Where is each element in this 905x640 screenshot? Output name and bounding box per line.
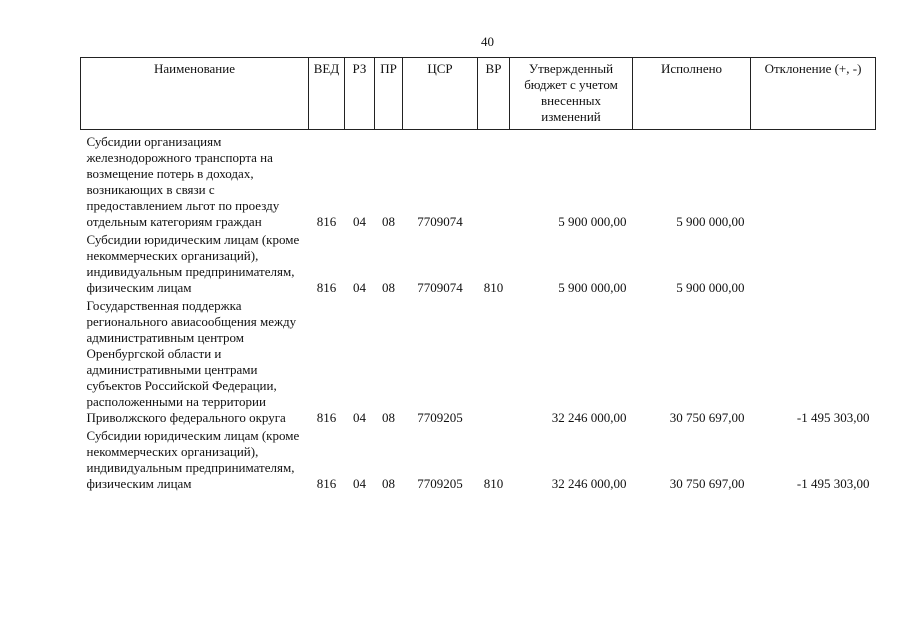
row-name: Субсидии юридическим лицам (кроме некоммерческих организаций), индивидуальным предпринимателям, физическим лицам: [86, 232, 300, 295]
row-csr: 7709205: [417, 410, 463, 425]
row-deviation: [751, 230, 876, 296]
row-rz: 04: [353, 214, 366, 229]
row-executed: 30 750 697,00: [669, 476, 745, 491]
table-header-row: [81, 58, 876, 130]
row-pr: 08: [382, 476, 395, 491]
row-rz: 04: [353, 476, 366, 491]
page-number: 40: [481, 34, 494, 49]
row-approved: 32 246 000,00: [551, 476, 627, 491]
budget-table-container: [80, 57, 875, 492]
header-ved: ВЕД: [309, 58, 345, 130]
row-csr: 7709074: [417, 280, 463, 295]
row-approved: 5 900 000,00: [558, 214, 627, 229]
row-ved: 816: [316, 410, 337, 425]
header-name: Наименование: [81, 58, 309, 130]
row-csr: 7709074: [417, 214, 463, 229]
header-approved: Утвержденный бюджет с учетом внесенных изменений: [510, 58, 633, 130]
header-csr: ЦСР: [403, 58, 478, 130]
table-row: [81, 130, 876, 231]
row-pr: 08: [382, 410, 395, 425]
row-rz: 04: [353, 410, 366, 425]
row-name: Субсидии организациям железнодорожного транспорта на возмещение потерь в доходах, возникающих в связи с предоставлением льгот по проезду отдельным категориям граждан: [86, 134, 280, 229]
table-row: [81, 426, 876, 492]
row-executed: 5 900 000,00: [676, 280, 745, 295]
row-ved: 816: [316, 280, 337, 295]
row-deviation: -1 495 303,00: [796, 410, 870, 425]
row-vr: [478, 130, 510, 231]
row-approved: 5 900 000,00: [558, 280, 627, 295]
header-deviation: Отклонение (+, -): [751, 58, 876, 130]
budget-table: [80, 57, 876, 492]
table-row: [81, 230, 876, 296]
row-executed: 30 750 697,00: [669, 410, 745, 425]
row-pr: 08: [382, 280, 395, 295]
row-ved: 816: [316, 476, 337, 491]
header-pr: ПР: [375, 58, 403, 130]
row-name: Субсидии юридическим лицам (кроме некоммерческих организаций), индивидуальным предпринимателям, физическим лицам: [86, 428, 300, 491]
row-name: Государственная поддержка регионального авиасообщения между административным центром Оренбургской области и административными центрами субъектов Российской Федерации, расположенными на территории Приволжского федерального округа: [86, 298, 297, 425]
row-executed: 5 900 000,00: [676, 214, 745, 229]
row-vr: 810: [483, 280, 504, 295]
row-rz: 04: [353, 280, 366, 295]
row-deviation: -1 495 303,00: [796, 476, 870, 491]
row-vr: [478, 296, 510, 426]
row-ved: 816: [316, 214, 337, 229]
row-vr: 810: [483, 476, 504, 491]
row-deviation: [751, 130, 876, 231]
header-vr: ВР: [478, 58, 510, 130]
table-row: [81, 296, 876, 426]
header-rz: РЗ: [345, 58, 375, 130]
row-pr: 08: [382, 214, 395, 229]
row-approved: 32 246 000,00: [551, 410, 627, 425]
row-csr: 7709205: [417, 476, 463, 491]
header-executed: Исполнено: [633, 58, 751, 130]
